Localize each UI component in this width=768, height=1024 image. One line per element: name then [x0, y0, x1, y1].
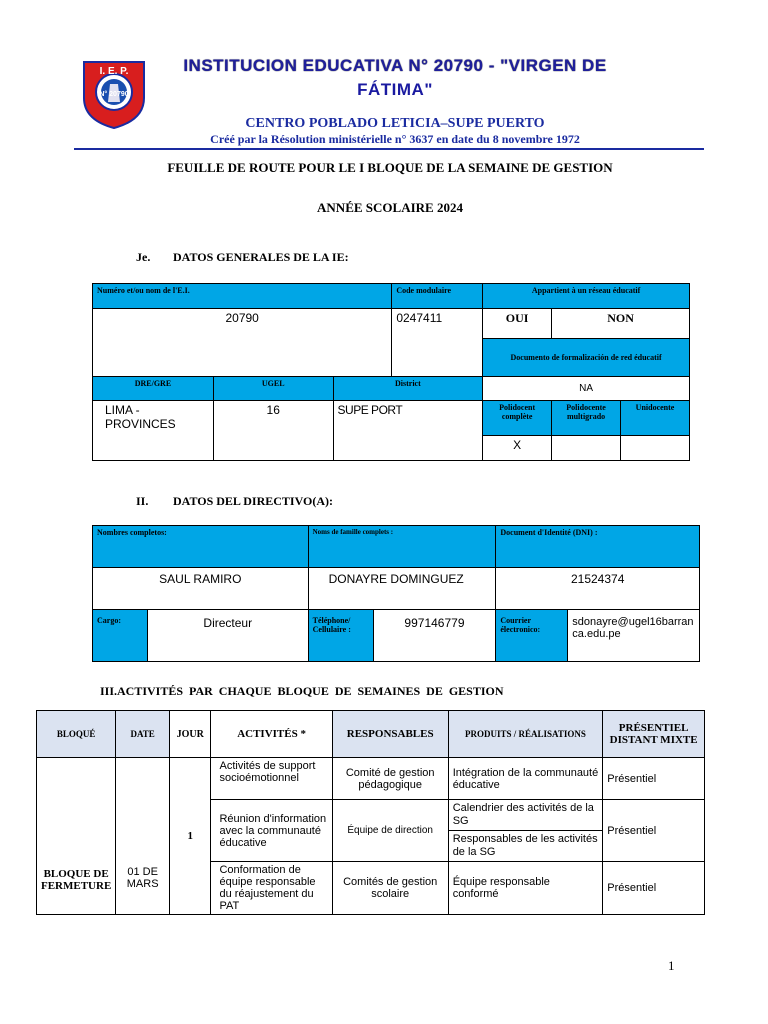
- cell-mode: Présentiel: [603, 758, 705, 800]
- value-code: 0247411: [392, 309, 483, 377]
- header-nombres: Nombres completos:: [93, 526, 309, 568]
- value-famille: DONAYRE DOMINGUEZ: [308, 568, 496, 610]
- director-table: [92, 525, 700, 662]
- th-mode: PRÉSENTIEL DISTANT MIXTE: [603, 711, 705, 758]
- cell-activity: Activités de support socioémotionnel: [211, 758, 332, 800]
- value-courrier: sdonayre@ugel16barranca.edu.pe: [568, 610, 700, 662]
- header-polidocente-multigrado: Polidocente multigrado: [552, 401, 621, 436]
- cell-mode: Présentiel: [603, 862, 705, 915]
- th-date: DATE: [116, 711, 170, 758]
- header-code: Code modulaire: [392, 284, 483, 309]
- value-x: X: [483, 436, 552, 461]
- general-data-table: [92, 283, 690, 461]
- value-empty: [552, 436, 621, 461]
- header-numero: Numéro et/ou nom de l'E.I.: [93, 284, 392, 309]
- cell-jour: 1: [170, 758, 211, 915]
- header-famille: Noms de famille complets :: [308, 526, 496, 568]
- value-numero: 20790: [93, 309, 392, 377]
- cell-responsable: Comités de gestion scolaire: [332, 862, 448, 915]
- school-logo: [80, 58, 148, 130]
- page-number: 1: [668, 958, 675, 973]
- cell-produit: Intégration de la communauté éducative: [448, 758, 603, 800]
- value-ugel: 16: [213, 401, 333, 461]
- value-non: NON: [552, 309, 690, 339]
- th-produits: PRODUITS / RÉALISATIONS: [448, 711, 603, 758]
- institution-title-line2: FÁTIMA": [357, 80, 433, 99]
- header-dre: DRE/GRE: [93, 377, 214, 401]
- activities-table: [36, 710, 705, 915]
- cell-activity: Réunion d'information avec la communauté éducative: [211, 800, 332, 862]
- value-na: NA: [483, 377, 690, 401]
- logo-number: N° 20790: [99, 91, 129, 98]
- cell-mode: Présentiel: [603, 800, 705, 862]
- cell-produit: Équipe responsable conformé: [448, 862, 603, 915]
- document-title: FEUILLE DE ROUTE POUR LE I BLOQUE DE LA SEMAINE DE GESTION: [167, 160, 613, 175]
- header-dni: Document d'Identité (DNI) :: [496, 526, 700, 568]
- value-oui: OUI: [483, 309, 552, 339]
- value-nombres: SAUL RAMIRO: [93, 568, 309, 610]
- section-1-title: DATOS GENERALES DE LA IE:: [173, 250, 349, 264]
- section-1-heading: [136, 250, 349, 265]
- cell-bloque: BLOQUE DE FERMETURE: [37, 758, 116, 915]
- value-dre: LIMA - PROVINCES: [93, 401, 214, 461]
- section-2-heading: [136, 494, 333, 509]
- cell-activity: Conformation de équipe responsable du réajustement du PAT: [211, 862, 332, 915]
- th-bloque: BLOQUÉ: [37, 711, 116, 758]
- header-cargo: Cargo:: [93, 610, 148, 662]
- section-2-number: II.: [136, 494, 149, 508]
- value-cargo: Directeur: [147, 610, 308, 662]
- value-telephone: 997146779: [373, 610, 496, 662]
- centre-poblado: CENTRO POBLADO LETICIA–SUPE PUERTO: [245, 116, 545, 131]
- header-district: District: [333, 377, 483, 401]
- header-ugel: UGEL: [213, 377, 333, 401]
- institution-title: [160, 56, 630, 100]
- section-2-title: DATOS DEL DIRECTIVO(A):: [173, 494, 334, 508]
- header-reseau: Appartient à un réseau éducatif: [483, 284, 690, 309]
- th-activites: ACTIVITÉS *: [211, 711, 332, 758]
- header-rule: [74, 148, 704, 150]
- cell-responsable: Équipe de direction: [332, 800, 448, 862]
- creation-resolution: Créé par la Résolution ministérielle n° 3637 en date du 8 novembre 1972: [210, 132, 580, 146]
- th-jour: JOUR: [170, 711, 211, 758]
- header-doc-formalizacion: Documento de formalización de red éducatif: [483, 339, 690, 377]
- cell-date: 01 DE MARS: [116, 758, 170, 915]
- cell-responsable: Comité de gestion pédagogique: [332, 758, 448, 800]
- header-telephone: Téléphone/ Cellulaire :: [308, 610, 373, 662]
- header-polidocent: Polidocent complète: [483, 401, 552, 436]
- value-empty: [621, 436, 690, 461]
- value-district: SUPE PORT: [333, 401, 483, 461]
- th-responsables: RESPONSABLES: [332, 711, 448, 758]
- header-unidocente: Unidocente: [621, 401, 690, 436]
- institution-title-line1: INSTITUCION EDUCATIVA N° 20790 - "VIRGEN DE: [183, 56, 607, 75]
- value-dni: 21524374: [496, 568, 700, 610]
- cell-produit: Calendrier des activités de la SG: [448, 800, 603, 831]
- header-courrier: Courrier électronico:: [496, 610, 568, 662]
- section-3-title: III.ACTIVITÉS PAR CHAQUE BLOQUE DE SEMAINES DE GESTION: [100, 684, 504, 698]
- section-1-number: Je.: [136, 250, 151, 264]
- cell-produit: Responsables de les activités de la SG: [448, 831, 603, 862]
- school-year: ANNÉE SCOLAIRE 2024: [317, 200, 463, 215]
- logo-text: I. E. P.: [99, 66, 129, 77]
